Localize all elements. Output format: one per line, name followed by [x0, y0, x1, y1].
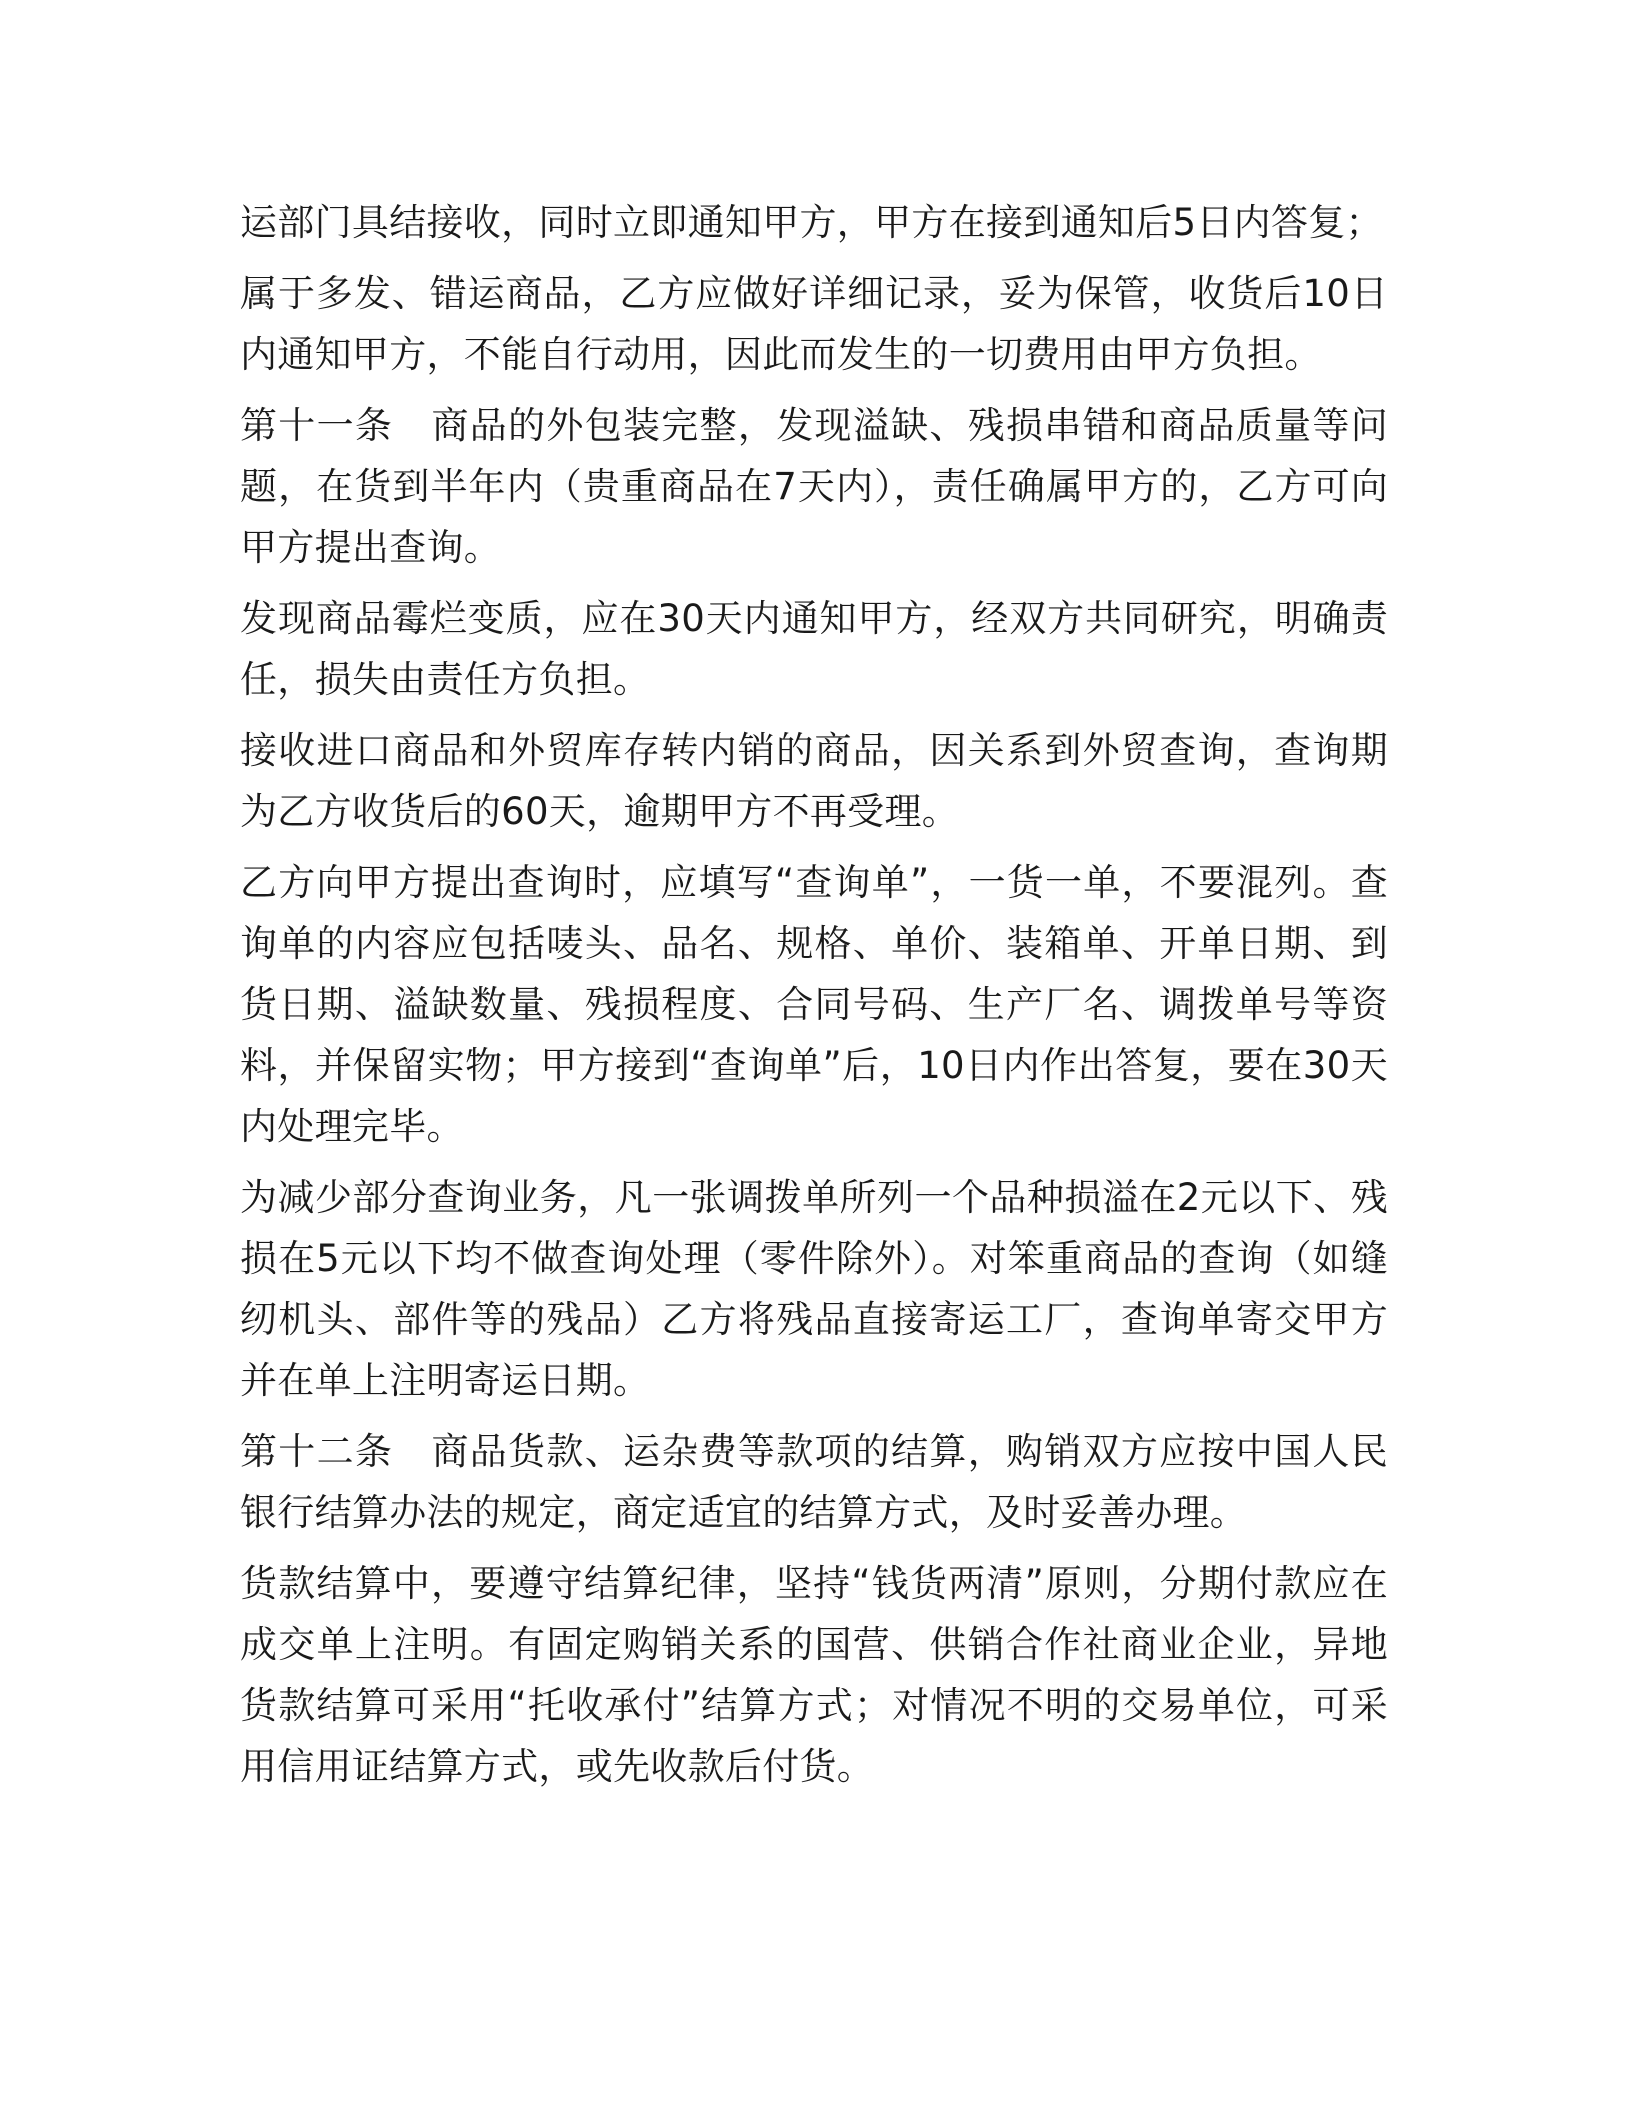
paragraph-7: 为减少部分查询业务，凡一张调拨单所列一个品种损溢在2元以下、残损在5元以下均不做查询处理（零件除外）。对笨重商品的查询（如缝纫机头、部件等的残品）乙方将残品直接寄运工厂，查询单寄交甲方并在单上注明寄运日期。: [240, 1176, 1388, 1402]
paragraph-5: 接收进口商品和外贸库存转内销的商品，因关系到外贸查询，查询期为乙方收货后的60天，逾期甲方不再受理。: [240, 729, 1388, 833]
document-body: [240, 192, 1388, 1807]
paragraph-6: 乙方向甲方提出查询时，应填写“查询单”，一货一单，不要混列。查询单的内容应包括唛头、品名、规格、单价、装箱单、开单日期、到货日期、溢缺数量、残损程度、合同号码、生产厂名、调拨单号等资料，并保留实物；甲方接到“查询单”后，10日内作出答复，要在30天内处理完毕。: [240, 861, 1388, 1148]
paragraph-9: 货款结算中，要遵守结算纪律，坚持“钱货两清”原则，分期付款应在成交单上注明。有固定购销关系的国营、供销合作社商业企业，异地货款结算可采用“托收承付”结算方式；对情况不明的交易单位，可采用信用证结算方式，或先收款后付货。: [240, 1562, 1388, 1788]
paragraph-4: 发现商品霉烂变质，应在30天内通知甲方，经双方共同研究，明确责任，损失由责任方负担。: [240, 597, 1388, 701]
paragraph-article-11: 第十一条 商品的外包装完整，发现溢缺、残损串错和商品质量等问题，在货到半年内（贵重商品在7天内），责任确属甲方的，乙方可向甲方提出查询。: [240, 404, 1388, 569]
paragraph-2: 属于多发、错运商品，乙方应做好详细记录，妥为保管，收货后10日内通知甲方，不能自行动用，因此而发生的一切费用由甲方负担。: [240, 272, 1388, 376]
paragraph-article-12: 第十二条 商品货款、运杂费等款项的结算，购销双方应按中国人民银行结算办法的规定，商定适宜的结算方式，及时妥善办理。: [240, 1430, 1388, 1534]
paragraph-1: 运部门具结接收，同时立即通知甲方，甲方在接到通知后5日内答复；: [240, 201, 1383, 244]
